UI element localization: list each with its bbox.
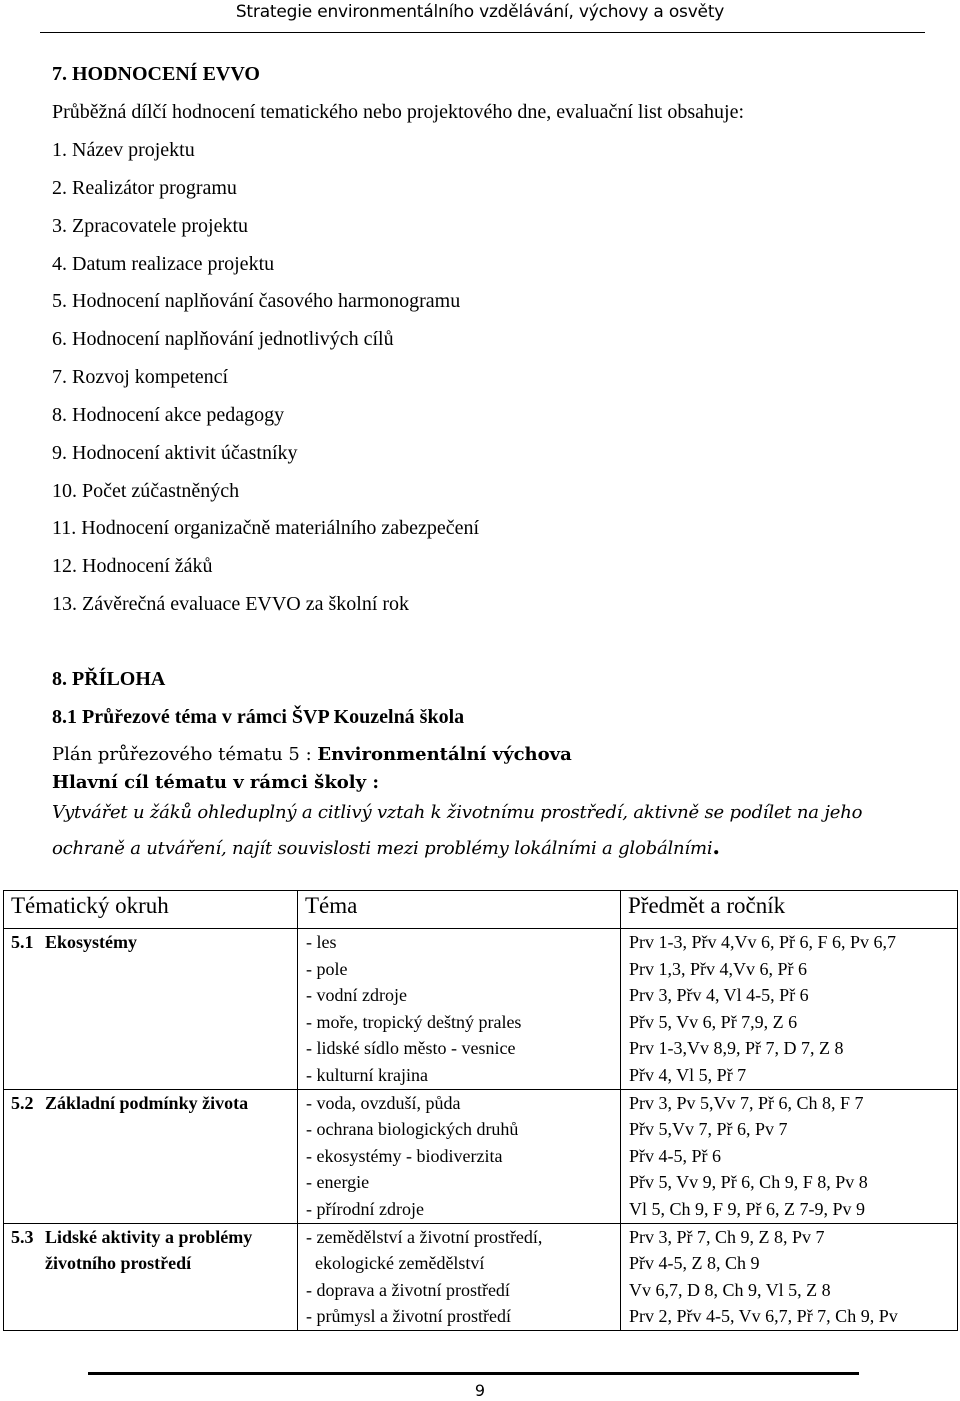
tema-item: - energie bbox=[306, 1172, 370, 1193]
okruh-number: 5.3 bbox=[11, 1226, 34, 1247]
predmet-item: Prv 1-3,Vv 8,9, Př 7, D 7, Z 8 bbox=[629, 1038, 844, 1059]
tema-item: - přírodní zdroje bbox=[306, 1198, 424, 1219]
theme-plan-prefix: Plán průřezového tématu 5 : bbox=[52, 744, 312, 765]
predmet-cell bbox=[621, 1223, 958, 1330]
predmet-item: Prv 2, Přv 4-5, Vv 6,7, Př 7, Ch 9, Pv bbox=[629, 1306, 898, 1327]
list-item: 4. Datum realizace projektu bbox=[52, 253, 275, 275]
predmet-item: Prv 3, Přv 4, Vl 4-5, Př 6 bbox=[629, 985, 809, 1006]
tema-cell bbox=[298, 1223, 621, 1330]
list-item: 10. Počet zúčastněných bbox=[52, 480, 240, 502]
predmet-cell bbox=[621, 929, 958, 1090]
okruh-label: Lidské aktivity a problémy bbox=[45, 1226, 253, 1247]
section-7-heading: 7. HODNOCENÍ EVVO bbox=[52, 63, 260, 85]
list-item: 13. Závěrečná evaluace EVVO za školní rok bbox=[52, 593, 410, 615]
tema-item: - kulturní krajina bbox=[306, 1064, 428, 1085]
table-header-row bbox=[4, 891, 958, 929]
predmet-cell bbox=[621, 1089, 958, 1223]
okruh-number: 5.1 bbox=[11, 932, 34, 952]
column-header-tema: Téma bbox=[298, 891, 621, 929]
okruh-label-continued: životního prostředí bbox=[45, 1253, 192, 1274]
list-item: 6. Hodnocení naplňování jednotlivých cílů bbox=[52, 328, 394, 350]
section-8-1-heading: 8.1 Průřezové téma v rámci ŠVP Kouzelná škola bbox=[52, 706, 465, 728]
table-row bbox=[4, 1089, 958, 1223]
tema-cell bbox=[298, 1089, 621, 1223]
main-goal-line-1: Vytvářet u žáků ohleduplný a citlivý vztah k životnímu prostředí, aktivně se podílet na jeho bbox=[52, 802, 863, 823]
tema-item: - průmysl a životní prostředí bbox=[306, 1306, 511, 1327]
predmet-item: Přv 5, Vv 9, Př 6, Ch 9, F 8, Pv 8 bbox=[629, 1172, 868, 1193]
tema-item: - ochrana biologických druhů bbox=[306, 1119, 519, 1140]
predmet-item: Přv 4-5, Př 6 bbox=[629, 1145, 722, 1166]
predmet-item: Přv 5,Vv 7, Př 6, Pv 7 bbox=[629, 1119, 788, 1140]
table-row bbox=[4, 1223, 958, 1330]
predmet-item: Přv 4, Vl 5, Př 7 bbox=[629, 1064, 747, 1085]
main-goal-period: . bbox=[712, 834, 720, 860]
table-row bbox=[4, 929, 958, 1090]
tema-item: - voda, ovzduší, půda bbox=[306, 1092, 461, 1113]
tema-item: - les bbox=[306, 932, 337, 952]
list-item: 5. Hodnocení naplňování časového harmonogramu bbox=[52, 290, 461, 312]
predmet-item: Vl 5, Ch 9, F 9, Př 6, Z 7-9, Pv 9 bbox=[629, 1198, 866, 1219]
tema-cell bbox=[298, 929, 621, 1090]
okruh-cell bbox=[4, 1223, 298, 1330]
list-item: 3. Zpracovatele projektu bbox=[52, 215, 249, 237]
section-7-intro: Průběžná dílčí hodnocení tematického nebo projektového dne, evaluační list obsahuje: bbox=[52, 101, 745, 123]
list-item: 7. Rozvoj kompetencí bbox=[52, 366, 229, 388]
column-header-okruh: Tématický okruh bbox=[4, 891, 298, 929]
list-item: 1. Název projektu bbox=[52, 139, 195, 161]
tema-item: - ekosystémy - biodiverzita bbox=[306, 1145, 503, 1166]
tema-item: - lidské sídlo město - vesnice bbox=[306, 1038, 516, 1059]
predmet-item: Přv 4-5, Z 8, Ch 9 bbox=[629, 1253, 760, 1274]
section-8-heading: 8. PŘÍLOHA bbox=[52, 668, 166, 690]
tema-item: - pole bbox=[306, 958, 348, 979]
theme-plan-line bbox=[52, 744, 572, 765]
okruh-cell bbox=[4, 1089, 298, 1223]
header-rule bbox=[40, 32, 925, 33]
okruh-label: Ekosystémy bbox=[45, 932, 138, 952]
predmet-item: Prv 3, Př 7, Ch 9, Z 8, Pv 7 bbox=[629, 1226, 825, 1247]
list-item: 8. Hodnocení akce pedagogy bbox=[52, 404, 285, 426]
okruh-cell bbox=[4, 929, 298, 1090]
okruh-number: 5.2 bbox=[11, 1092, 34, 1113]
predmet-item: Prv 1,3, Přv 4,Vv 6, Př 6 bbox=[629, 958, 808, 979]
tema-item: ekologické zemědělství bbox=[306, 1253, 485, 1274]
okruh-label: Základní podmínky života bbox=[45, 1092, 249, 1113]
list-item: 12. Hodnocení žáků bbox=[52, 555, 213, 577]
tema-item: - zemědělství a životní prostředí, bbox=[306, 1226, 543, 1247]
curriculum-table bbox=[3, 890, 958, 1331]
page-header-title: Strategie environmentálního vzdělávání, výchovy a osvěty bbox=[235, 2, 725, 22]
predmet-item: Prv 1-3, Přv 4,Vv 6, Př 6, F 6, Pv 6,7 bbox=[629, 932, 897, 952]
main-goal-line-2 bbox=[52, 834, 720, 860]
main-goal-heading: Hlavní cíl tématu v rámci školy : bbox=[52, 772, 380, 793]
tema-item: - vodní zdroje bbox=[306, 985, 407, 1006]
tema-item: - doprava a životní prostředí bbox=[306, 1279, 510, 1300]
main-goal-line-2-text: ochraně a utváření, najít souvislosti mezi problémy lokálními a globálními bbox=[52, 838, 713, 859]
footer-rule bbox=[88, 1372, 859, 1375]
predmet-item: Vv 6,7, D 8, Ch 9, Vl 5, Z 8 bbox=[629, 1279, 831, 1300]
column-header-predmet: Předmět a ročník bbox=[621, 891, 958, 929]
tema-item: - moře, tropický deštný prales bbox=[306, 1011, 522, 1032]
predmet-item: Přv 5, Vv 6, Př 7,9, Z 6 bbox=[629, 1011, 798, 1032]
list-item: 9. Hodnocení aktivit účastníky bbox=[52, 442, 298, 464]
list-item: 2. Realizátor programu bbox=[52, 177, 237, 199]
predmet-item: Prv 3, Pv 5,Vv 7, Př 6, Ch 8, F 7 bbox=[629, 1092, 864, 1113]
page-number: 9 bbox=[474, 1381, 486, 1400]
list-item: 11. Hodnocení organizačně materiálního zabezpečení bbox=[52, 517, 480, 539]
theme-plan-topic: Environmentální výchova bbox=[317, 744, 572, 765]
